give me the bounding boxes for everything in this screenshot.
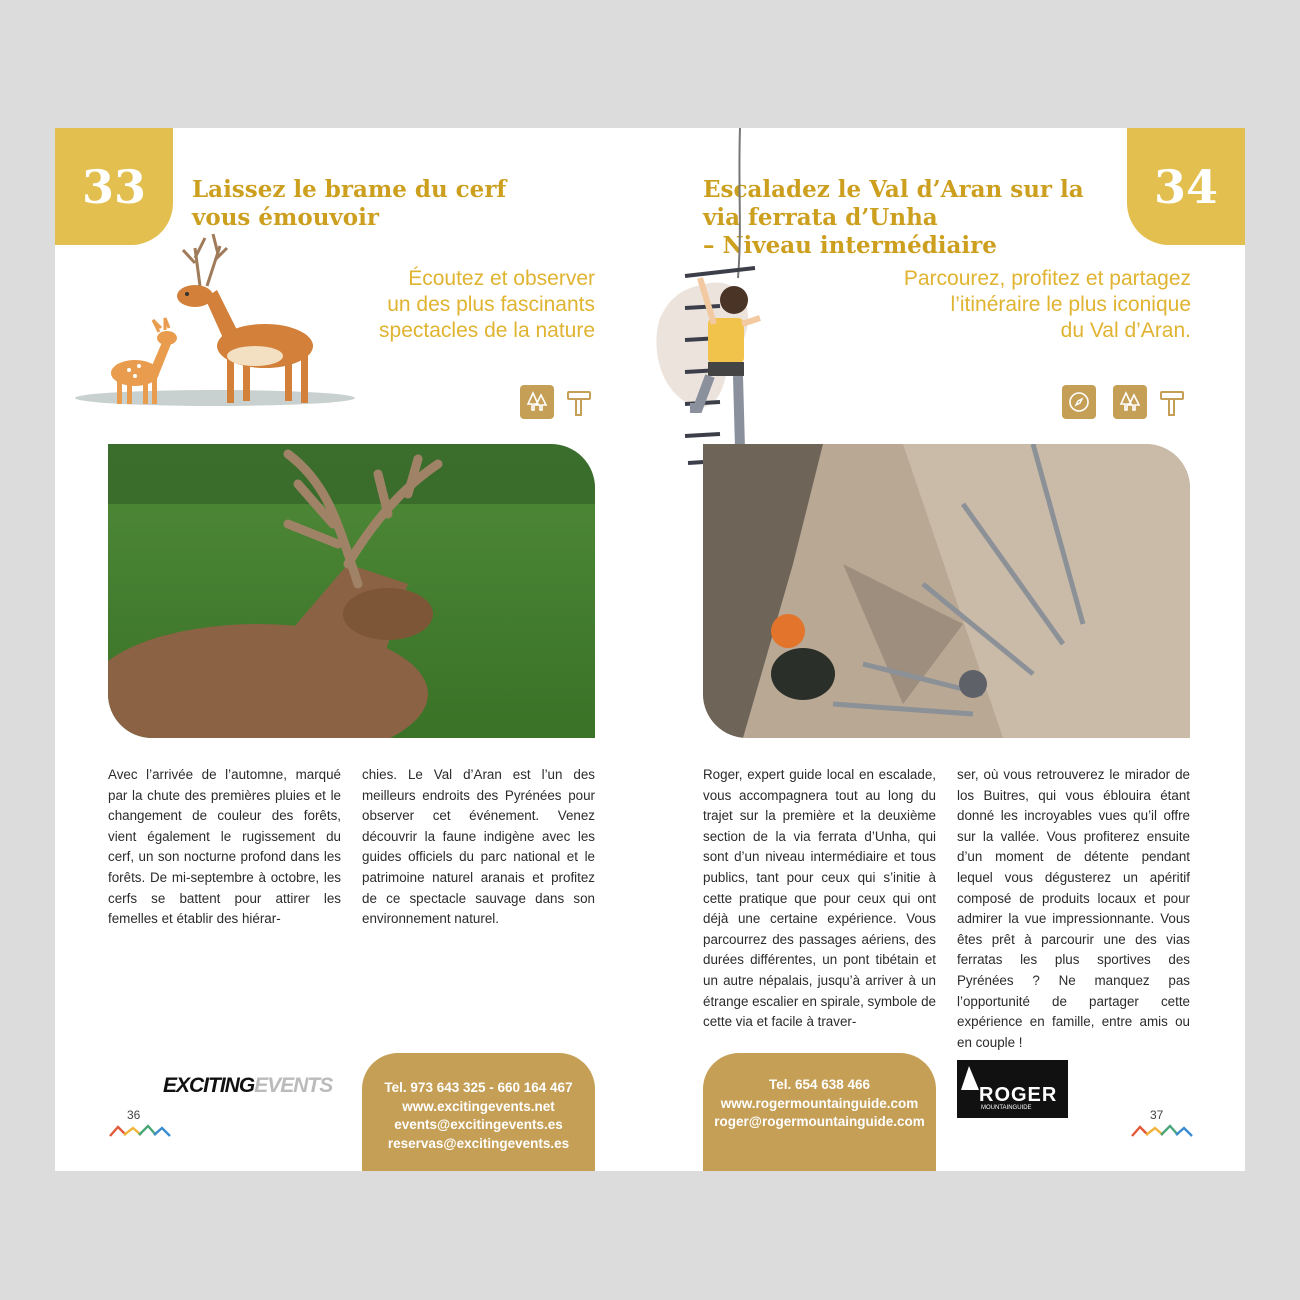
page-title [192,176,506,232]
exciting-events-logo [163,1074,332,1098]
page-subtitle [379,266,595,344]
logo-text: EVENTS [254,1074,333,1097]
contact-email[interactable]: events@excitingevents.es [394,1117,563,1132]
contact-box [703,1053,936,1171]
contact-email[interactable]: roger@rogermountainguide.com [714,1114,925,1129]
title-line: – Niveau intermédiaire [703,232,997,259]
contact-phone: Tel. 973 643 325 - 660 164 467 [384,1080,573,1095]
roger-mountainguide-logo [957,1060,1068,1118]
title-line: Escaladez le Val d’Aran sur la [703,176,1084,203]
subtitle-line: un des plus fascinants [387,293,595,316]
logo-subtext: MOUNTAINGUIDE [981,1105,1032,1111]
title-line: via ferrata d’Unha [703,204,938,231]
contact-website[interactable]: www.excitingevents.net [402,1098,555,1114]
mountains-icon [1130,1123,1194,1139]
body-paragraph: Roger, expert guide local en escalade, vous accompagnera tout au long du trajet sur la première et la deuxième section de la via ferrata d’Unha, qui sont d’un niveau intermédiaire et tous publics, tant pour ceux qui s’initie à cette pratique que pour ceux qui ont déjà une certaine expérience. Vous parcourrez des passages aériens, des durées différentes, un pont tibétain et un autre népalais, jusqu’à arriver à un étrange escalier en spirale, symbole de cette via et facile à traver- [703,767,936,1030]
subtitle-line: l’itinéraire le plus iconique [950,293,1191,316]
signpost-icon [561,385,595,419]
stag-photo [108,444,595,738]
text-column [108,765,341,930]
text-column [957,765,1190,1053]
body-paragraph: chies. Le Val d’Aran est l’un des meilleurs endroits des Pyrénées pour observer cet événement. Venez découvrir la faune indigène avec les guides officiels du parc national et le patrimoine naturel aranais et profitez de ce spectacle sauvage dans son environnement naturel. [362,767,595,927]
subtitle-line: Écoutez et observer [408,267,595,290]
contact-email[interactable]: reservas@excitingevents.es [387,1135,570,1151]
page-number: 36 [127,1108,141,1122]
page-number: 37 [1150,1108,1164,1122]
subtitle-line: spectacles de la nature [379,319,595,342]
deer-illustration [55,228,355,443]
signpost-icon [1154,385,1188,419]
activity-number-badge: 33 [55,128,173,245]
right-page [650,128,1245,1171]
trees-icon [520,385,554,419]
logo-text: ROGER [979,1084,1058,1106]
trees-icon [1113,385,1147,419]
logo-text: EXCITING [163,1074,255,1097]
title-line: Laissez le brame du cerf [192,176,507,203]
title-line: vous émouvoir [192,204,379,231]
contact-phone: Tel. 654 638 466 [768,1077,871,1092]
left-page [55,128,650,1171]
text-column [362,765,595,930]
subtitle-line: Parcourez, profitez et partagez [903,267,1191,290]
contact-website[interactable]: www.rogermountainguide.com [720,1095,919,1111]
activity-number-badge: 34 [1127,128,1245,245]
via-ferrata-photo [703,444,1190,738]
contact-box [362,1053,595,1171]
subtitle-line: du Val d’Aran. [1060,319,1191,342]
mountains-icon [108,1123,172,1139]
body-paragraph: ser, où vous retrouverez le mirador de los Buitres, qui vous éblouira étant donné les incroyables vues qu’il offre sur la vallée. Vous profiterez ensuite d’un moment de détente pendant lequel vous dégusterez un apéritif composé de produits locaux et pour admirer la vue impressionnante. Vous êtes prêt à parcourir une des vias ferratas les plus sportives des Pyrénées ? Ne manquez pas l’opportunité de partager cette expérience en famille, entre amis ou en couple ! [957,767,1190,1050]
climber-illustration [650,128,770,468]
body-paragraph: Avec l’arrivée de l’automne, marqué par la chute des premières pluies et le changement de couleur des forêts, vient également le rugissement du cerf, un son nocturne profond dans les forêts. De mi-septembre à octobre, les cerfs se battent pour attirer les femelles et établir des hiérar- [108,767,341,927]
page-subtitle [904,266,1191,344]
compass-icon [1062,385,1096,419]
text-column [703,765,936,1033]
